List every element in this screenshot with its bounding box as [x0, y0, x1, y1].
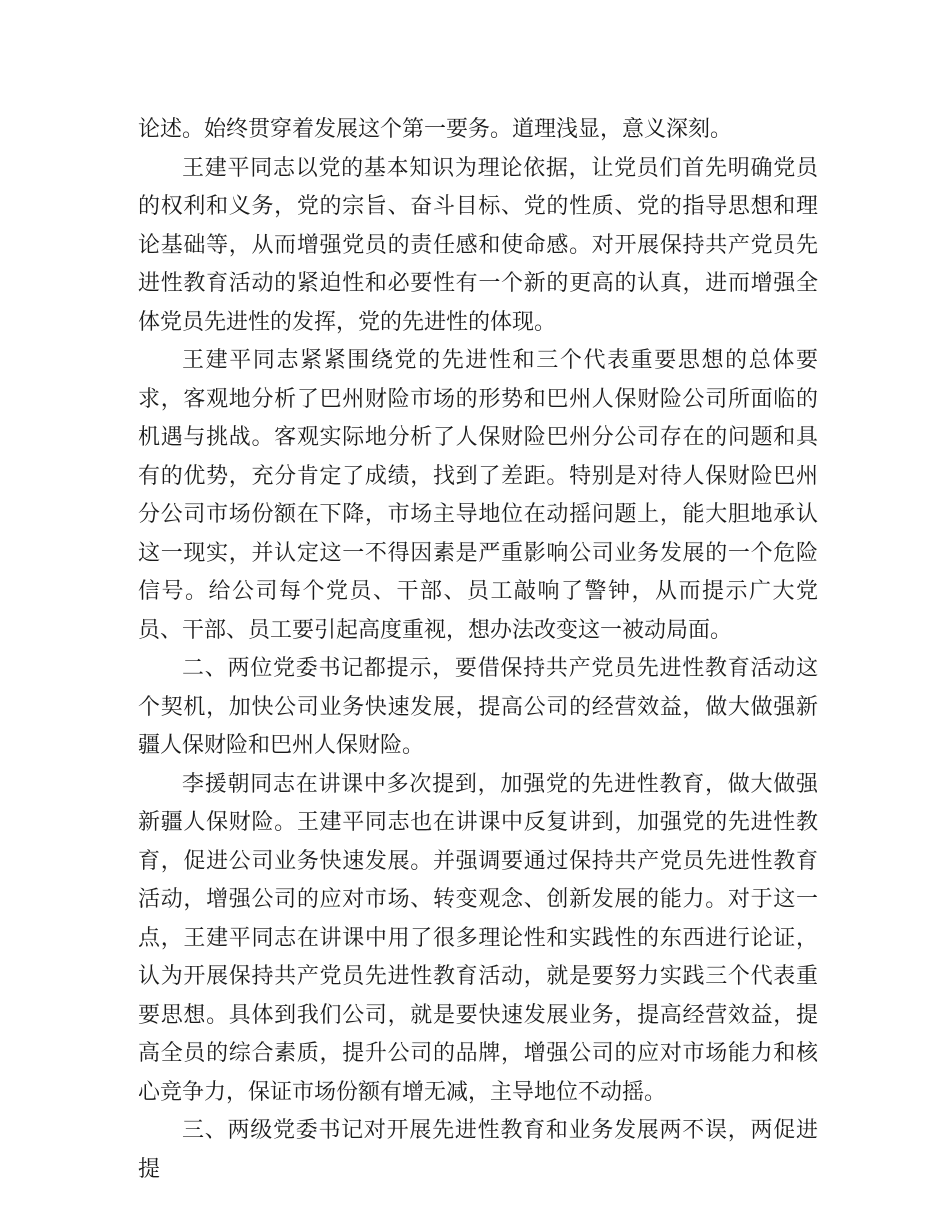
paragraph: 李援朝同志在讲课中多次提到，加强党的先进性教育，做大做强新疆人保财险。王建平同志也在讲课中反复讲到，加强党的先进性教育，促进公司业务快速发展。并强调要通过保持共产党员先进性教育活动，增强公司的应对市场、转变观念、创新发展的能力。对于这一点，王建平同志在讲课中用了很多理论性和实践性的东西进行论证，认为开展保持共产党员先进性教育活动，就是要努力实践三个代表重要思想。具体到我们公司，就是要快速发展业务，提高经营效益，提高全员的综合素质，提升公司的品牌，增强公司的应对市场能力和核心竞争力，保证市场份额有增无减，主导地位不动摇。 [138, 771, 818, 1105]
paragraph: 王建平同志紧紧围绕党的先进性和三个代表重要思想的总体要求，客观地分析了巴州财险市场的形势和巴州人保财险公司所面临的机遇与挑战。客观实际地分析了人保财险巴州分公司存在的问题和具有的优势，充分肯定了成绩，找到了差距。特别是对待人保财险巴州分公司市场份额在下降，市场主导地位在动摇问题上，能大胆地承认这一现实，并认定这一不得因素是严重影响公司业务发展的一个危险信号。给公司每个党员、干部、员工敲响了警钟，从而提示广大党员、干部、员工要引起高度重视，想办法改变这一被动局面。 [138, 348, 818, 643]
document-body [138, 111, 818, 1189]
paragraph: 二、两位党委书记都提示，要借保持共产党员先进性教育活动这个契机，加快公司业务快速发展，提高公司的经营效益，做大做强新疆人保财险和巴州人保财险。 [138, 656, 818, 758]
paragraph-continued: 论述。始终贯穿着发展这个第一要务。道理浅显，意义深刻。 [138, 117, 733, 142]
paragraph: 王建平同志以党的基本知识为理论依据，让党员们首先明确党员的权利和义务，党的宗旨、奋斗目标、党的性质、党的指导思想和理论基础等，从而增强党员的责任感和使命感。对开展保持共产党员先进性教育活动的紧迫性和必要性有一个新的更高的认真，进而增强全体党员先进性的发挥，党的先进性的体现。 [138, 155, 818, 335]
paragraph: 三、两级党委书记对开展先进性教育和业务发展两不误，两促进提 [138, 1118, 818, 1182]
